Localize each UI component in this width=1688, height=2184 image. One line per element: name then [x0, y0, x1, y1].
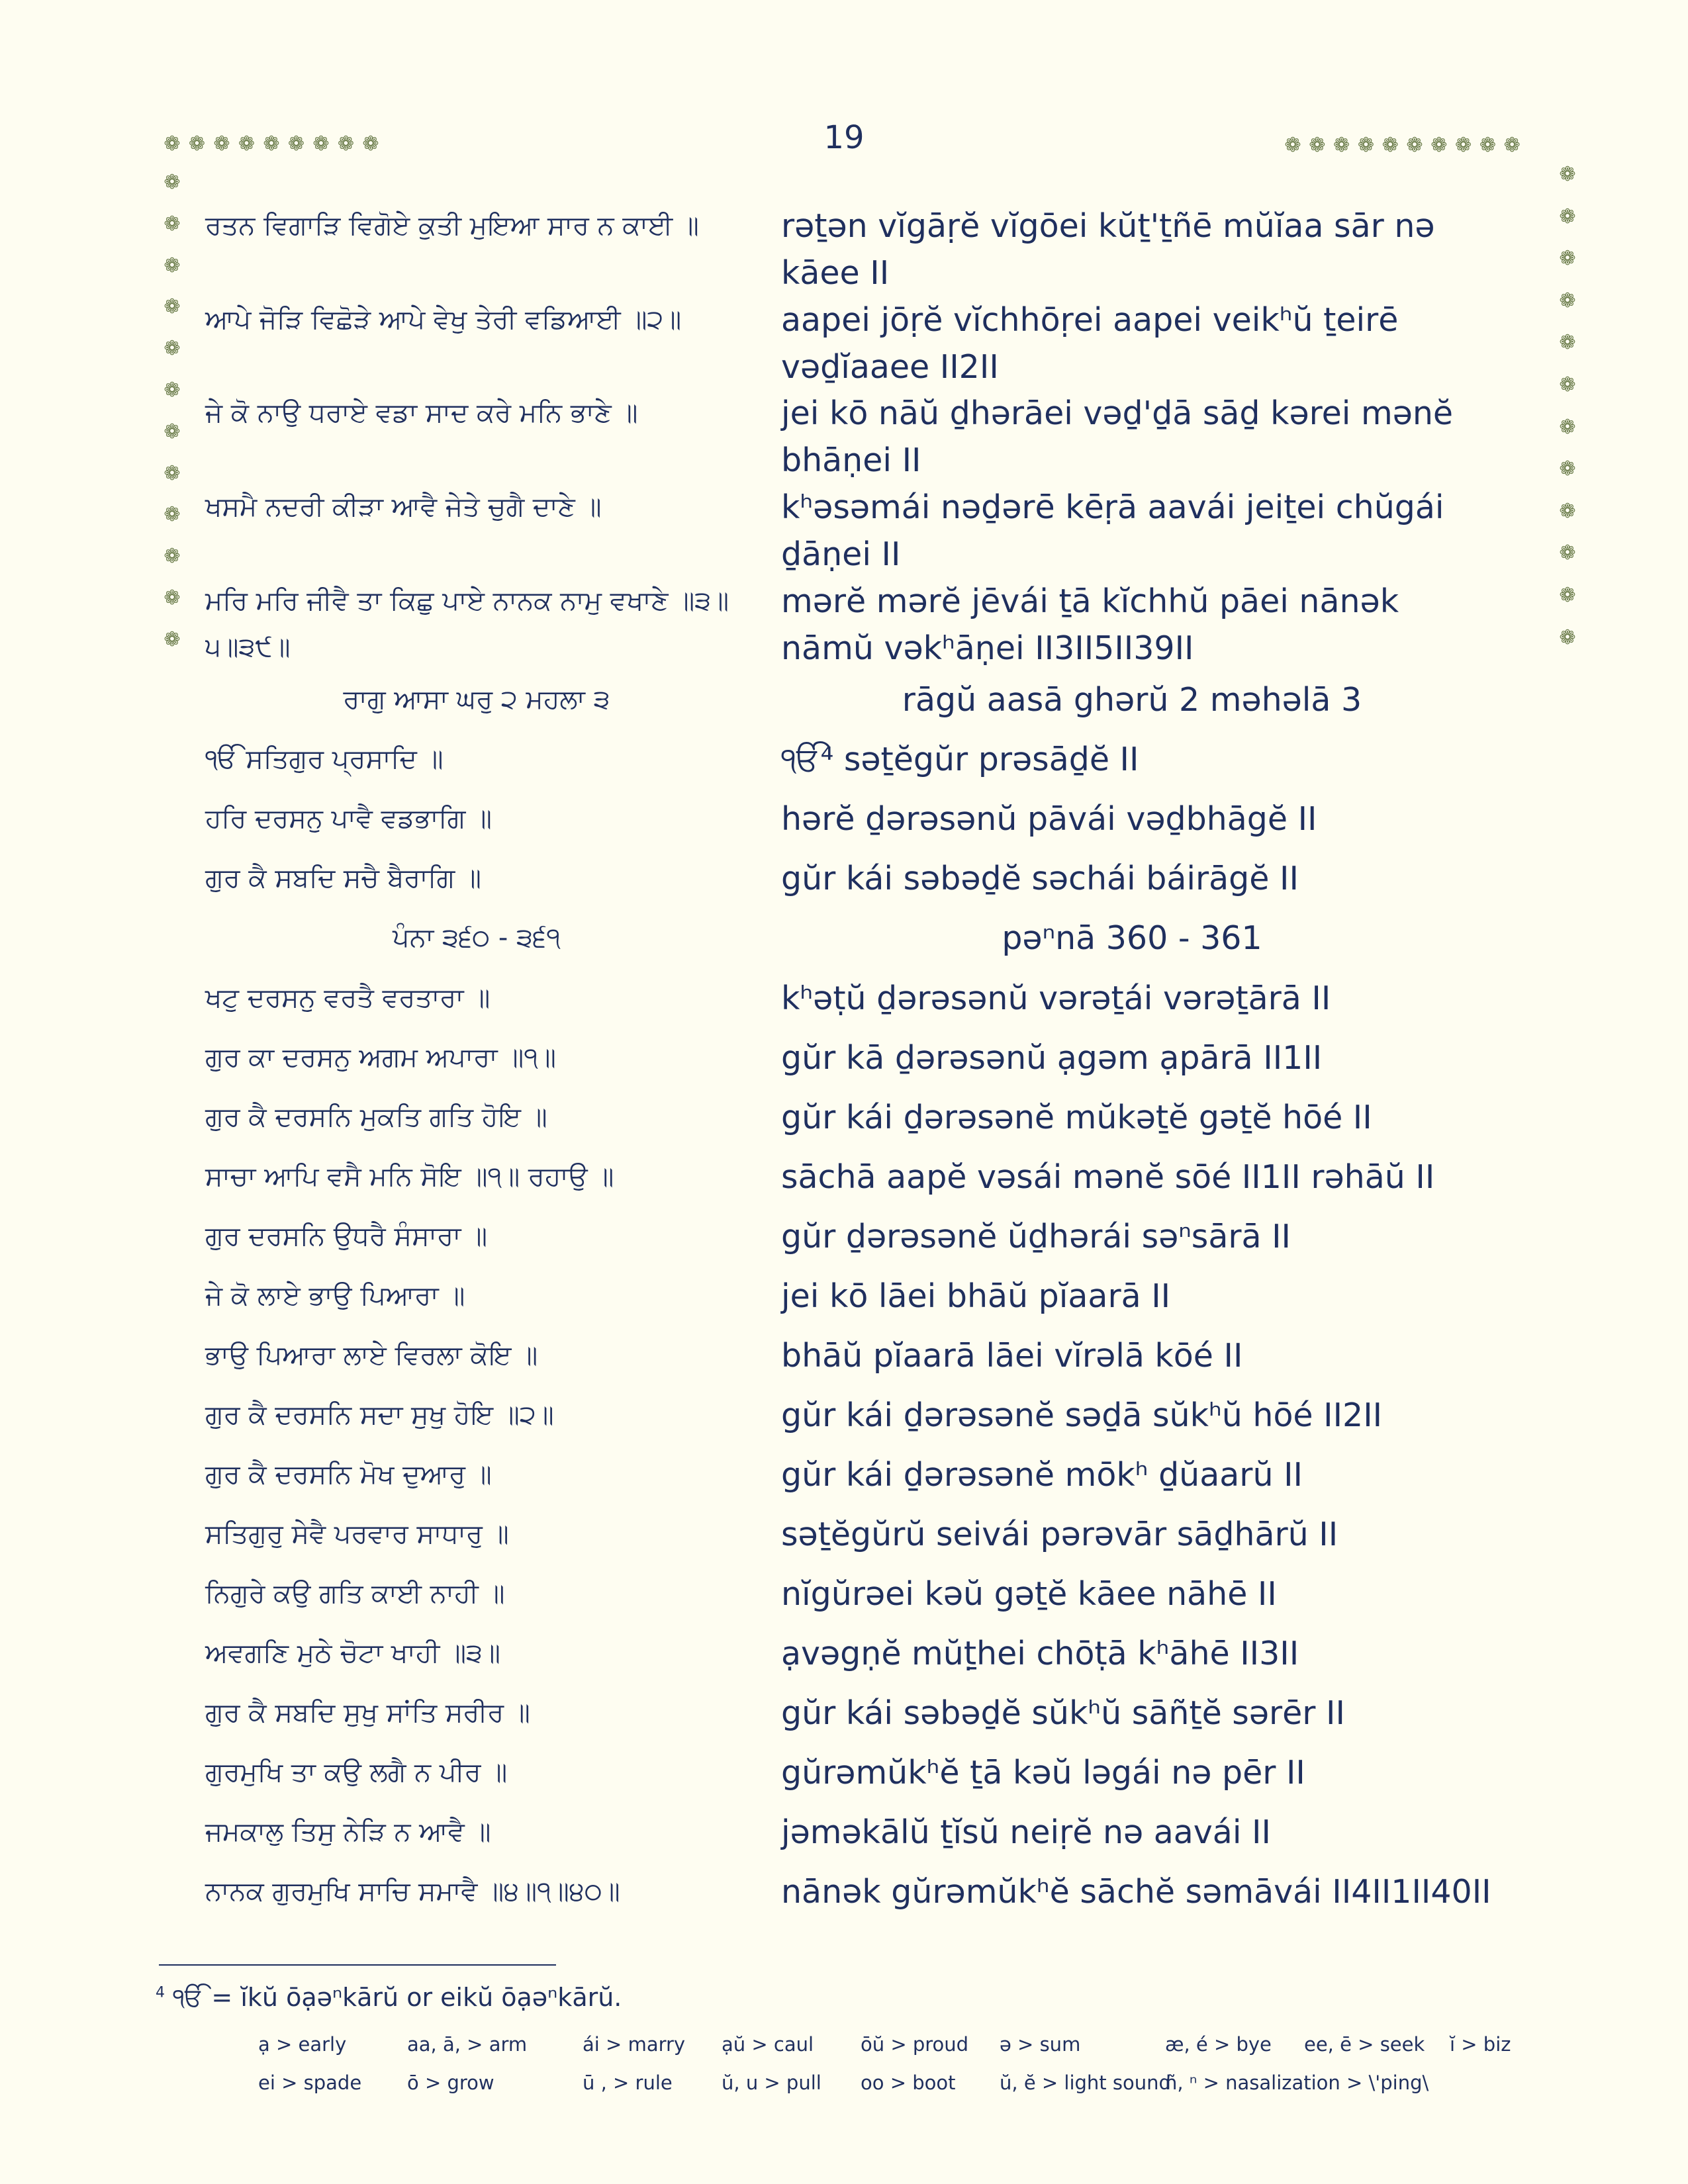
- flower-ornament-icon: ❁: [1559, 289, 1576, 312]
- transliteration-text: ੴ⁴ səṯĕgŭr prəsāḏĕ II: [781, 741, 1139, 778]
- transliteration-text: gŭr kái ḏərəsənĕ səḏā sŭkʰŭ hōé II2II: [781, 1396, 1383, 1434]
- flower-ornament-icon: ❁: [1479, 134, 1496, 157]
- footnote-marker: 4: [156, 1984, 165, 2001]
- flower-ornament-icon: ❁: [164, 586, 181, 610]
- gurmukhi-text: ਨਿਗੁਰੇ ਕਉ ਗਤਿ ਕਾਈ ਨਾਹੀ ॥: [205, 1578, 505, 1609]
- transliteration-text: səṯĕgŭrŭ seivái pərəvār sāḏhārŭ II: [781, 1516, 1338, 1553]
- legend-item: ee, ē > seek: [1304, 2033, 1425, 2056]
- transliteration-text: sāchā aapĕ vəsái mənĕ sōé II1II rəhāŭ II: [781, 1158, 1435, 1196]
- flower-ornament-icon: ❁: [164, 379, 181, 402]
- gurmukhi-text: ਗੁਰ ਕੈ ਦਰਸਨਿ ਮੁਕਤਿ ਗਤਿ ਹੋਇ ॥: [205, 1102, 547, 1132]
- gurmukhi-text: ਅਵਗਣਿ ਮੁਠੇ ਚੋਟਾ ਖਾਹੀ ॥੩॥: [205, 1638, 500, 1668]
- flower-ornament-icon: ❁: [164, 337, 181, 361]
- transliteration-text: aapei jōṛĕ vĭchhōṛei aapei veikʰŭ ṯeirē vəḏĭaaee II2II: [781, 301, 1409, 386]
- flower-ornament-icon: ❁: [1309, 134, 1326, 157]
- gurmukhi-text: ਰਤਨ ਵਿਗਾੜਿ ਵਿਗੋਏ ਕੁਤੀ ਮੁਇਆ ਸਾਰ ਨ ਕਾਈ ॥: [205, 210, 699, 241]
- gurmukhi-text: ਜੇ ਕੋ ਨਾਉ ਧਰਾਏ ਵਡਾ ਸਾਦ ਕਰੇ ਮਨਿ ਭਾਣੇ ॥: [205, 398, 638, 428]
- transliteration-text: mərĕ mərĕ jēvái ṯā kĭchhŭ pāei nānək nāmŭ vəkʰāṇei II3II5II39II: [781, 582, 1409, 667]
- flower-ornament-icon: ❁: [164, 503, 181, 527]
- flower-ornament-icon: ❁: [1559, 373, 1576, 396]
- legend-item: ə > sum: [1000, 2033, 1081, 2056]
- flower-ornament-icon: ❁: [164, 420, 181, 443]
- flower-ornament-icon: ❁: [1382, 134, 1399, 157]
- transliteration-text: ạvəgṇĕ mŭṯ̣hei chōṭā kʰāhē II3II: [781, 1635, 1299, 1672]
- gurmukhi-text: ਖਸਮੈ ਨਦਰੀ ਕੀੜਾ ਆਵੈ ਜੇਤੇ ਚੁਗੈ ਦਾਣੇ ॥: [205, 492, 602, 522]
- transliteration-text: kʰəsəmái nəḏərē kēṛā aavái jeiṯei chŭgái ḏāṇei II: [781, 488, 1455, 573]
- transliteration-text: nānək gŭrəmŭkʰĕ sāchĕ səmāvái II4II1II40II: [781, 1873, 1491, 1911]
- gurmukhi-text: ਗੁਰ ਦਰਸਨਿ ਉਧਰੈ ਸੰਸਾਰਾ ॥: [205, 1221, 488, 1251]
- flower-ornament-icon: ❁: [213, 132, 230, 156]
- gurmukhi-text: ਸਾਚਾ ਆਪਿ ਵਸੈ ਮਨਿ ਸੋਇ ॥੧॥ ਰਹਾਉ ॥: [205, 1161, 614, 1192]
- gurmukhi-text: ਗੁਰਮੁਖਿ ਤਾ ਕਉ ਲਗੈ ਨ ਪੀਰ ॥: [205, 1757, 508, 1788]
- transliteration-text: gŭrəmŭkʰĕ ṯā kəŭ ləgái nə pēr II: [781, 1754, 1305, 1792]
- legend-item: ạ > early: [258, 2033, 347, 2056]
- gurmukhi-text: ਗੁਰ ਕੈ ਦਰਸਨਿ ਸਦਾ ਸੁਖੁ ਹੋਇ ॥੨॥: [205, 1400, 554, 1430]
- transliteration-text: bhāŭ pĭaarā lāei vĭrəlā kōé II: [781, 1337, 1243, 1375]
- legend-item: ŭ, u > pull: [722, 2071, 821, 2094]
- pronunciation-legend: [258, 2033, 1516, 2110]
- flower-ornament-icon: ❁: [1559, 415, 1576, 439]
- legend-item: ei > spade: [258, 2071, 362, 2094]
- legend-item: ū , > rule: [583, 2071, 673, 2094]
- legend-item: oo > boot: [861, 2071, 956, 2094]
- flower-ornament-icon: ❁: [1333, 134, 1350, 157]
- flower-ornament-icon: ❁: [164, 295, 181, 319]
- transliteration-text: jei kō lāei bhāŭ pĭaarā II: [781, 1277, 1171, 1315]
- gurmukhi-text: ੴ ਸਤਿਗੁਰ ਪ੍ਰਸਾਦਿ ॥: [205, 744, 444, 774]
- flower-ornament-icon: ❁: [164, 253, 181, 277]
- flower-ornament-icon: ❁: [164, 132, 181, 156]
- footnote-divider: [159, 1964, 556, 1966]
- gurmukhi-text: ਖਟੁ ਦਰਸਨੁ ਵਰਤੈ ਵਰਤਾਰਾ ॥: [205, 983, 491, 1013]
- gurmukhi-text: ਰਾਗੁ ਆਸਾ ਘਰੁ ੨ ਮਹਲਾ ੩: [343, 684, 610, 715]
- transliteration-text: rəṯən vĭgāṛĕ vĭgōei kŭṯ'ṯñē mŭĭaa sār nə kāee II: [781, 207, 1446, 292]
- gurmukhi-text: ਭਾਉ ਪਿਆਰਾ ਲਾਏ ਵਿਰਲਾ ਕੋਇ ॥: [205, 1340, 538, 1371]
- transliteration-text: gŭr ḏərəsənĕ ŭḏhərái səⁿsārā II: [781, 1218, 1291, 1255]
- flower-ornament-icon: ❁: [1284, 134, 1301, 157]
- flower-ornament-icon: ❁: [287, 132, 305, 156]
- transliteration-text: gŭr kái səbəḏĕ səchái báirāgĕ II: [781, 860, 1299, 897]
- legend-item: ŭ, ĕ > light sound: [1000, 2071, 1171, 2094]
- transliteration-text: pəⁿnā 360 - 361: [1002, 919, 1262, 957]
- flower-ornament-icon: ❁: [1559, 584, 1576, 607]
- transliteration-text: hərĕ ḏərəsənŭ pāvái vəḏbhāgĕ II: [781, 800, 1317, 838]
- legend-item: ñ, ⁿ > nasalization > \'ping\: [1165, 2071, 1429, 2094]
- legend-item: ái > marry: [583, 2033, 686, 2056]
- flower-ornament-icon: ❁: [1455, 134, 1472, 157]
- flower-ornament-icon: ❁: [1559, 163, 1576, 186]
- transliteration-text: jei kō nāŭ ḏhərāei vəḏ'ḏā sāḏ kərei mənĕ bhāṇei II: [781, 394, 1464, 479]
- gurmukhi-text: ਜੇ ਕੋ ਲਾਏ ਭਾਉ ਪਿਆਰਾ ॥: [205, 1281, 465, 1311]
- flower-ornament-icon: ❁: [164, 461, 181, 485]
- gurmukhi-text: ਆਪੇ ਜੋੜਿ ਵਿਛੋੜੇ ਆਪੇ ਵੇਖੁ ਤੇਰੀ ਵਡਿਆਈ ॥੨॥: [205, 304, 682, 335]
- flower-ornament-icon: ❁: [1559, 205, 1576, 228]
- transliteration-text: kʰəṭŭ ḏərəsənŭ vərəṯái vərəṯārā II: [781, 979, 1331, 1017]
- flower-ornament-icon: ❁: [1559, 247, 1576, 271]
- flower-ornament-icon: ❁: [164, 627, 181, 651]
- flower-ornament-icon: ❁: [337, 132, 355, 156]
- transliteration-text: rāgŭ aasā ghərŭ 2 məhəlā 3: [902, 681, 1362, 719]
- legend-item: ō > grow: [407, 2071, 494, 2094]
- legend-item: ạŭ > caul: [722, 2033, 814, 2056]
- gurmukhi-text: ਮਰਿ ਮਰਿ ਜੀਵੈ ਤਾ ਕਿਛੁ ਪਾਏ ਨਾਨਕ ਨਾਮੁ ਵਖਾਣੇ ॥੩॥੫॥੩੯॥: [205, 586, 729, 662]
- flower-ornament-icon: ❁: [1559, 499, 1576, 523]
- legend-item: aa, ā, > arm: [407, 2033, 528, 2056]
- gurmukhi-text: ਹਰਿ ਦਰਸਨੁ ਪਾਵੈ ਵਡਭਾਗਿ ॥: [205, 803, 492, 834]
- flower-ornament-icon: ❁: [164, 212, 181, 236]
- flower-ornament-icon: ❁: [238, 132, 256, 156]
- transliteration-text: gŭr kái ḏərəsənĕ mŭkəṯĕ gəṯĕ hōé II: [781, 1099, 1372, 1136]
- gurmukhi-text: ਸਤਿਗੁਰੁ ਸੇਵੈ ਪਰਵਾਰ ਸਾਧਾਰੁ ॥: [205, 1519, 509, 1549]
- flower-ornament-icon: ❁: [1503, 134, 1521, 157]
- gurmukhi-text: ਪੰਨਾ ੩੬੦ - ੩੬੧: [393, 923, 561, 953]
- legend-row: [258, 2071, 1516, 2110]
- transliteration-text: jəməkālŭ ṯĭsŭ neiṛĕ nə aavái II: [781, 1813, 1271, 1851]
- flower-ornament-icon: ❁: [1430, 134, 1448, 157]
- gurmukhi-text: ਜਮਕਾਲੁ ਤਿਸੁ ਨੇੜਿ ਨ ਆਵੈ ॥: [205, 1817, 491, 1847]
- legend-item: ĭ > biz: [1450, 2033, 1511, 2056]
- legend-item: ōŭ > proud: [861, 2033, 969, 2056]
- transliteration-text: nĭgŭrəei kəŭ gəṯĕ kāee nāhē II: [781, 1575, 1277, 1613]
- gurmukhi-text: ਗੁਰ ਕੈ ਦਰਸਨਿ ਮੋਖ ਦੁਆਰੁ ॥: [205, 1459, 492, 1490]
- gurmukhi-text: ਗੁਰ ਕੈ ਸਬਦਿ ਸਚੈ ਬੈਰਾਗਿ ॥: [205, 863, 481, 893]
- flower-ornament-icon: ❁: [263, 132, 280, 156]
- flower-ornament-icon: ❁: [1559, 331, 1576, 355]
- page-number: 19: [823, 119, 865, 156]
- transliteration-text: gŭr kái ḏərəsənĕ mōkʰ ḏŭaarŭ II: [781, 1456, 1303, 1494]
- transliteration-text: gŭr kái səbəḏĕ sŭkʰŭ sāñṯĕ sərēr II: [781, 1694, 1345, 1732]
- flower-ornament-icon: ❁: [188, 132, 206, 156]
- flower-ornament-icon: ❁: [1406, 134, 1423, 157]
- footnote-text: ੴ = ĭkŭ ōạəⁿkārŭ or eikŭ ōạəⁿkārŭ.: [173, 1983, 622, 2012]
- footnote: [156, 1983, 622, 2013]
- gurmukhi-text: ਨਾਨਕ ਗੁਰਮੁਖਿ ਸਾਚਿ ਸਮਾਵੈ ॥੪॥੧॥੪੦॥: [205, 1876, 620, 1907]
- legend-row: [258, 2033, 1516, 2071]
- gurmukhi-text: ਗੁਰ ਕਾ ਦਰਸਨੁ ਅਗਮ ਅਪਾਰਾ ॥੧॥: [205, 1042, 556, 1073]
- flower-ornament-icon: ❁: [1559, 457, 1576, 481]
- flower-ornament-icon: ❁: [1559, 625, 1576, 649]
- flower-ornament-icon: ❁: [362, 132, 379, 156]
- transliteration-text: gŭr kā ḏərəsənŭ ạgəm ạpārā II1II: [781, 1039, 1323, 1077]
- flower-ornament-icon: ❁: [164, 171, 181, 194]
- flower-ornament-icon: ❁: [164, 545, 181, 569]
- flower-ornament-icon: ❁: [312, 132, 330, 156]
- legend-item: æ, é > bye: [1165, 2033, 1272, 2056]
- flower-ornament-icon: ❁: [1559, 541, 1576, 565]
- flower-ornament-icon: ❁: [1357, 134, 1374, 157]
- gurmukhi-text: ਗੁਰ ਕੈ ਸਬਦਿ ਸੁਖੁ ਸਾਂਤਿ ਸਰੀਰ ॥: [205, 1698, 530, 1728]
